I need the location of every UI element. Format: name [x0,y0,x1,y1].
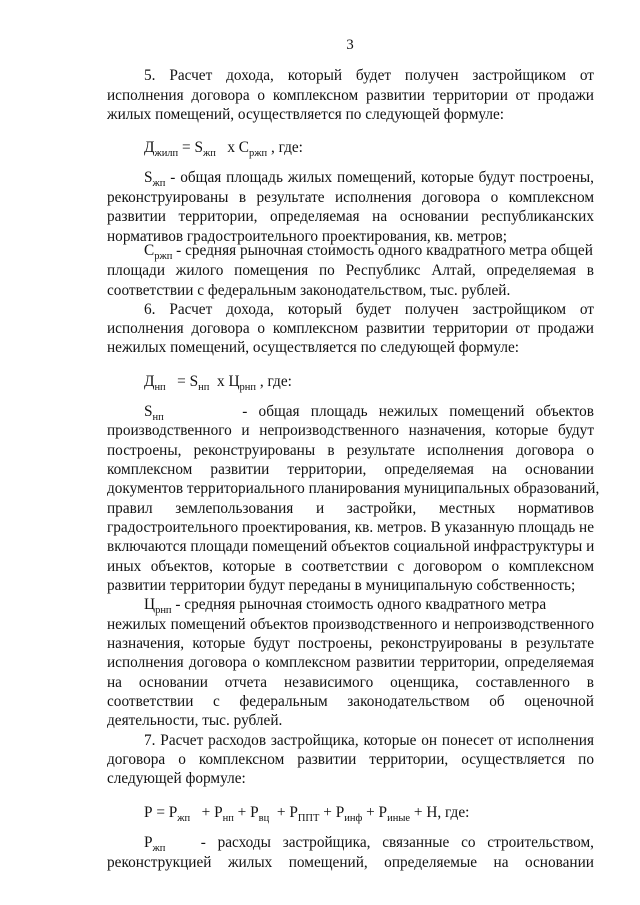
paragraph-line: комплексном развитии территории, определяемая на основании [107,461,594,478]
paragraph-line: соответствии с федеральным законодательством, тыс. рублей. [107,282,511,299]
paragraph-line: соответствии с федеральным законодательством об оценочной [107,693,594,710]
formula-costs: $Р = Р_{жп} + Р_{нп} + Р_{вц} + Р_{ППТ} + Р_{инф} + Р_{иные} + Н$, где: [144,804,470,824]
paragraph-line: построены, реконструированы в результате исполнения договора о [107,442,594,459]
paragraph-line: договора о комплексном развитии территории, осуществляется по [107,751,594,768]
formula-income-residential: $Д_{жилп} = S_{жп}$ х $С_{ржп}$ , где: [144,139,303,159]
paragraph-line: исполнения договора о комплексном развитии территории, определяемая [107,654,594,671]
formula-income-nonresidential: $Д_{нп} = S_{нп}$ х $Ц_{рнп}$ , где: [144,373,292,393]
paragraph-line: реконструкцией жилых помещений, определяемые на основании [107,854,594,871]
paragraph-line: площади жилого помещения по Республикс Алтай, определяемая в [107,262,594,279]
paragraph-line: нежилых помещений, осуществляется по следующей формуле: [107,339,520,356]
paragraph-line: иных объектов, которые в соответствии с договором о комплексном [107,558,594,575]
paragraph-line: 6. Расчет дохода, который будет получен застройщиком от [144,301,594,318]
paragraph-line: деятельности, тыс. рублей. [107,712,283,729]
paragraph-line: нежилых помещений объектов производственного и непроизводственного [107,616,594,633]
paragraph-line: документов территориального планирования муниципальных образований, [107,480,600,497]
paragraph-line: следующей формуле: [107,770,246,787]
definition-line: $Р_{жп}$ - расходы застройщика, связанные со строительством, [144,834,594,854]
paragraph-line: производственного и непроизводственного назначения, которые будут [107,422,594,439]
paragraph-line: 7. Расчет расходов застройщика, которые он понесет от исполнения [144,732,594,749]
paragraph-line: нормативов градостроительного проектирования, кв. метров; [107,228,507,245]
definition-line: $S_{жп}$ - общая площадь жилых помещений, которые будут построены, [144,169,594,189]
paragraph-line: реконструированы в результате исполнения договора о комплексном [107,189,594,206]
paragraph-line: включаются площади помещений объектов социальной инфраструктуры и [107,538,595,555]
page-number: 3 [346,37,354,53]
paragraph-line: градостроительного проектирования, кв. метров. В указанную площадь не [107,519,594,536]
paragraph-line: развитии территории, определяемая на основании республиканских [107,208,594,225]
paragraph-line: жилых помещений, осуществляется по следующей формуле: [107,106,505,123]
definition-line: $С_{ржп}$ - средняя рыночная стоимость одного квадратного метра общей [144,242,593,262]
paragraph-line: исполнения договора о комплексном развитии территории от продажи [107,320,594,337]
paragraph-line: 5. Расчет дохода, который будет получен застройщиком от [144,67,594,84]
paragraph-line: правил землепользования и застройки, местных нормативов [107,500,594,517]
paragraph-line: назначения, которые будут построены, реконструированы в результате [107,635,594,652]
definition-line: $Ц_{рнп}$ - средняя рыночная стоимость одного квадратного метра [144,596,547,616]
paragraph-line: исполнения договора о комплексном развитии территории от продажи [107,87,594,104]
paragraph-line: на основании отчета независимого оценщика, составленного в [107,674,594,691]
paragraph-line: развитии территории будут переданы в муниципальную собственность; [107,577,576,594]
definition-line: $S_{нп}$ - общая площадь нежилых помещений объектов [144,403,594,423]
